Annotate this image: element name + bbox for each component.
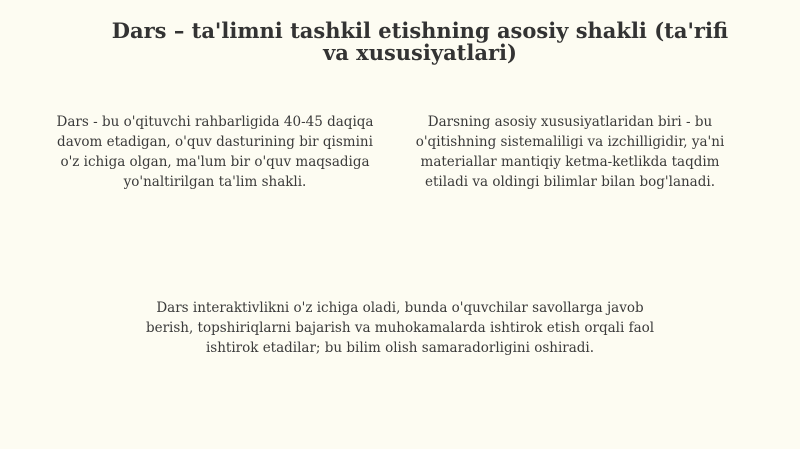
systematic-paragraph: Darsning asosiy xususiyatlaridan biri - bu o'qitishning sistemaliligi va izchilligidir, ya'ni materiallar mantiqiy ketma-ketlikda taqdim etiladi va oldingi bilimlar bilan bog'lanadi. xyxy=(415,114,725,190)
interactive-paragraph: Dars interaktivlikni o'z ichiga oladi, bunda o'quvchilar savollarga javob berish, topshiriqlarni bajarish va muhokamalarda ishtirok etish orqali faol ishtirok etadilar; bu bilim olish samaradorligini oshiradi. xyxy=(145,300,655,356)
definition-paragraph: Dars - bu o'qituvchi rahbarligida 40-45 daqiqa davom etadigan, o'quv dasturining bir qismini o'z ichiga olgan, ma'lum bir o'quv maqsadiga yo'naltirilgan ta'lim shakli. xyxy=(56,114,374,190)
slide-title: Dars – ta'limni tashkil etishning asosiy shakli (ta'rifi va xususiyatlari) xyxy=(111,18,729,65)
